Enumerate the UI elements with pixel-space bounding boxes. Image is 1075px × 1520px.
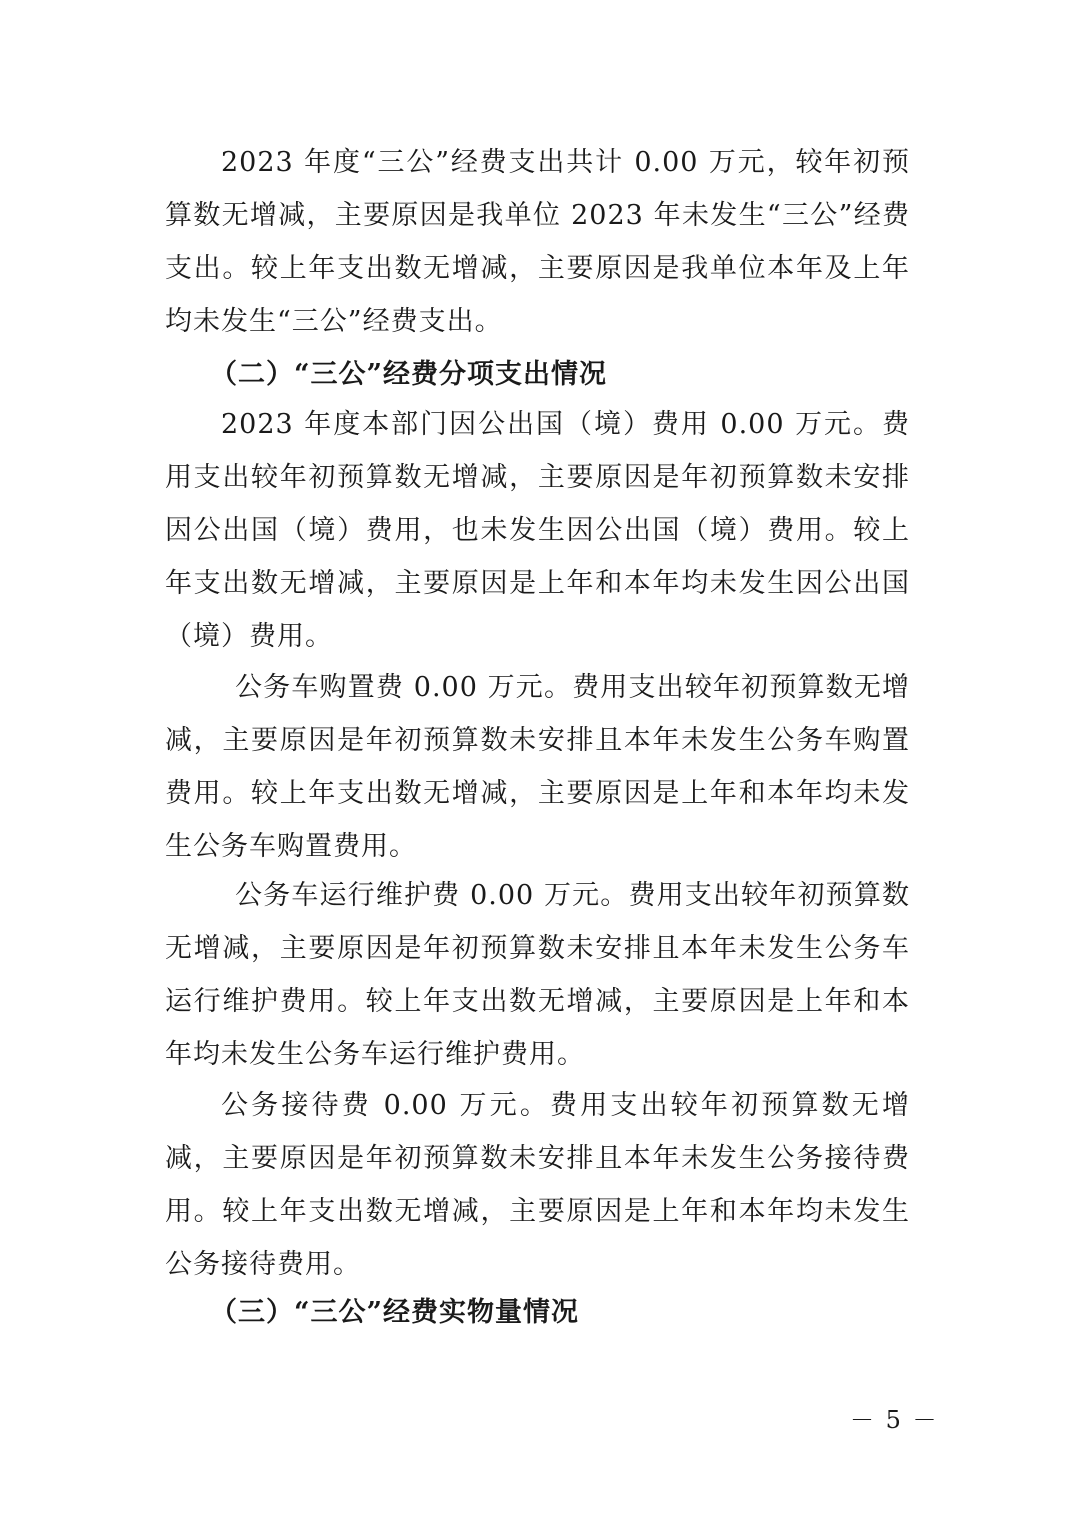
section-heading-itemized-expenditure: （二）“三公”经费分项支出情况 (210, 359, 608, 390)
page-number: － 5 － (850, 1406, 939, 1434)
paragraph-overseas-travel: 2023 年度本部门因公出国（境）费用 0.00 万元。费用支出较年初预算数无增减，主要原因是年初预算数未安排因公出国（境）费用，也未发生因公出国（境）费用。较上年支出数无增减，主要原因是上年和本年均未发生因公出国（境）费用。 (165, 409, 910, 652)
section-heading-physical-quantity: （三）“三公”经费实物量情况 (210, 1297, 580, 1328)
paragraph-vehicle-purchase: 公务车购置费 0.00 万元。费用支出较年初预算数无增减，主要原因是年初预算数未安排且本年未发生公务车购置费用。较上年支出数无增减，主要原因是上年和本年均未发生公务车购置费用。 (165, 672, 910, 862)
paragraph-official-reception: 公务接待费 0.00 万元。费用支出较年初预算数无增减，主要原因是年初预算数未安排且本年未发生公务接待费用。较上年支出数无增减，主要原因是上年和本年均未发生公务接待费用。 (165, 1090, 910, 1280)
paragraph-vehicle-maintenance: 公务车运行维护费 0.00 万元。费用支出较年初预算数无增减，主要原因是年初预算数未安排且本年未发生公务车运行维护费用。较上年支出数无增减，主要原因是上年和本年均未发生公务车运行维护费用。 (165, 880, 910, 1070)
paragraph-total-expenditure: 2023 年度“三公”经费支出共计 0.00 万元，较年初预算数无增减，主要原因是我单位 2023 年未发生“三公”经费支出。较上年支出数无增减，主要原因是我单位本年及上年均未发生“三公”经费支出。 (165, 147, 910, 337)
